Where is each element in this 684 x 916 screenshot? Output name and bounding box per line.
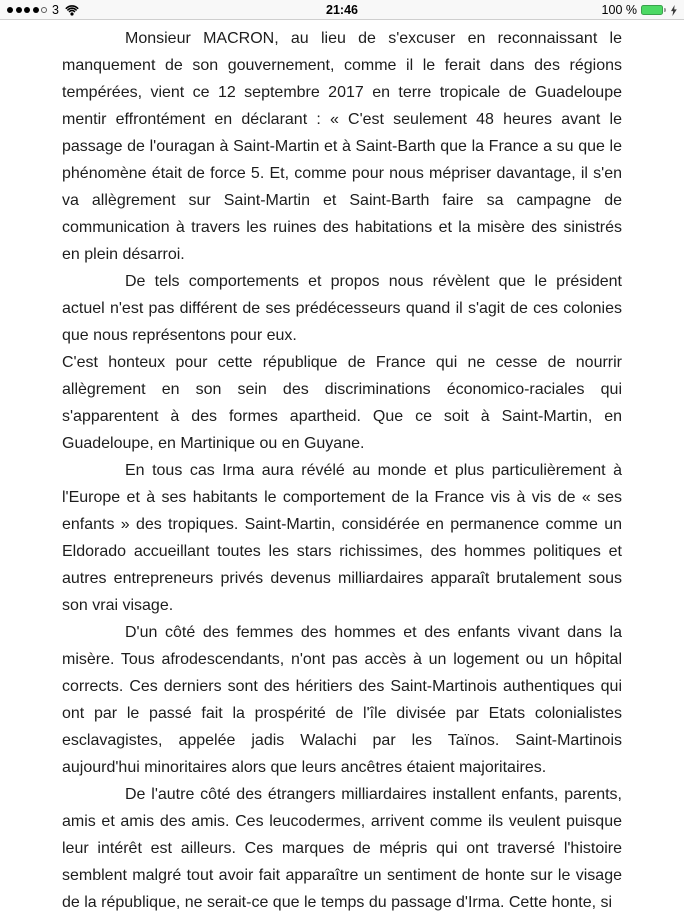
clock-label: 21:46	[326, 3, 358, 17]
status-bar	[0, 0, 684, 20]
signal-dot-filled	[33, 7, 39, 13]
paragraph: De tels comportements et propos nous révèlent que le président actuel n'est pas différent de ses prédécesseurs quand il s'agit de ces colonies que nous représentons pour eux.	[62, 273, 622, 344]
cell-signal-dots-icon	[7, 7, 47, 13]
status-bar-left	[7, 0, 80, 20]
signal-dot-empty	[41, 7, 47, 13]
charging-bolt-icon	[670, 5, 678, 16]
status-bar-right	[602, 0, 678, 20]
wifi-icon	[64, 4, 80, 16]
document-page[interactable]	[0, 20, 684, 916]
paragraph: En tous cas Irma aura révélé au monde et plus particulièrement à l'Europe et à ses habitants le comportement de la France vis à vis de « ses enfants » des tropiques. Saint-Martin, considérée en permanence comme un Eldorado accueillant toutes les stars richissimes, des hommes politiques et autres entrepreneurs privés devenus milliardaires apparaît brutalement sous son vrai visage.	[62, 462, 622, 614]
signal-dot-filled	[24, 7, 30, 13]
paragraph: De l'autre côté des étrangers milliardaires installent enfants, parents, amis et amis des amis. Ces leucodermes, arrivent comme ils veulent puisque leur intérêt est ailleurs. Ces marques de mépris qui ont traversé l'histoire semblent malgré tout avoir fait apparaître un sentiment de honte sur le visage de la république, ne serait-ce que le temps du passage d'Irma. Cette honte, si	[62, 786, 622, 911]
battery-percent-label: 100 %	[601, 3, 637, 17]
paragraph: D'un côté des femmes des hommes et des enfants vivant dans la misère. Tous afrodescendants, n'ont pas accès à un logement ou un hôpital corrects. Ces derniers sont des héritiers des Saint-Martinois authentiques qui ont par le passé fait la prospérité de l'île divisée par Etats colonialistes esclavagistes, appelée jadis Walachi par les Taïnos. Saint-Martinois aujourd'hui minoritaires alors que leurs ancêtres étaient majoritaires.	[62, 624, 622, 776]
signal-dot-filled	[7, 7, 13, 13]
paragraph: Monsieur MACRON, au lieu de s'excuser en reconnaissant le manquement de son gouvernement, comme il le ferait dans des régions tempérées, vient ce 12 septembre 2017 en terre tropicale de Guadeloupe mentir effrontément en déclarant : « C'est seulement 48 heures avant le passage de l'ouragan à Saint-Martin et à Saint-Barth que la France a su que le phénomène était de force 5. Et, comme pour nous mépriser davantage, il s'en va allègrement sur Saint-Martin et Saint-Barth faire sa campagne de communication à travers les ruines des habitations et la misère des sinistrés en plein désarroi.	[62, 30, 622, 263]
paragraph: C'est honteux pour cette république de France qui ne cesse de nourrir allègrement en son sein des discriminations économico-raciales qui s'apparentent à des formes apartheid. Que ce soit à Saint-Martin, en Guadeloupe, en Martinique ou en Guyane.	[62, 354, 622, 452]
signal-dot-filled	[16, 7, 22, 13]
carrier-label: 3	[52, 3, 59, 17]
status-bar-center	[0, 0, 684, 20]
battery-full-icon	[641, 5, 666, 15]
